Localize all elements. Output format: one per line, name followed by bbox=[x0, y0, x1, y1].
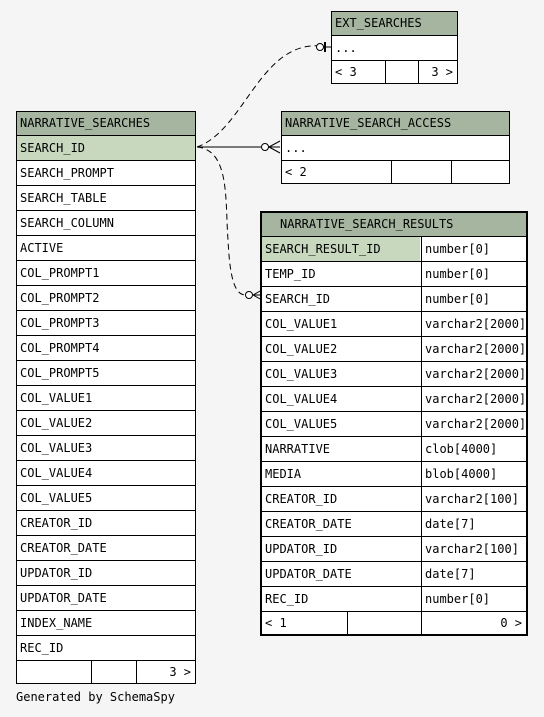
table-narrative-search-results[interactable] bbox=[260, 211, 528, 636]
table-footer bbox=[282, 161, 509, 183]
table-row bbox=[262, 487, 526, 512]
column-name: SEARCH_COLUMN bbox=[20, 216, 114, 230]
column-name: COL_VALUE3 bbox=[265, 367, 338, 381]
table-row bbox=[262, 587, 526, 612]
column-name: COL_VALUE3 bbox=[20, 441, 93, 455]
column-type: number[0] bbox=[425, 592, 491, 606]
table-row bbox=[17, 511, 195, 536]
column-name: CREATOR_DATE bbox=[265, 517, 352, 531]
table-row bbox=[17, 161, 195, 186]
table-row bbox=[17, 261, 195, 286]
column-name: REC_ID bbox=[20, 641, 64, 655]
table-footer bbox=[17, 661, 195, 683]
column-type: clob[4000] bbox=[425, 442, 498, 456]
column-name: COL_PROMPT1 bbox=[20, 266, 100, 280]
column-name: SEARCH_PROMPT bbox=[20, 166, 114, 180]
column-type: varchar2[2000] bbox=[425, 317, 526, 331]
table-narrative-search-results-title: NARRATIVE_SEARCH_RESULTS bbox=[262, 213, 526, 237]
table-row bbox=[262, 562, 526, 587]
column-name: NARRATIVE bbox=[265, 442, 331, 456]
link-ext-searches-end-icon bbox=[317, 44, 324, 51]
table-narrative-search-access[interactable] bbox=[281, 111, 510, 184]
footer-left-count: < 2 bbox=[285, 165, 307, 179]
table-footer bbox=[262, 612, 526, 634]
column-name: COL_PROMPT4 bbox=[20, 341, 100, 355]
column-name: CREATOR_ID bbox=[265, 492, 338, 506]
footer-right-count: 3 > bbox=[169, 665, 191, 679]
table-row bbox=[262, 287, 526, 312]
link-search-access-end-icon bbox=[262, 144, 269, 151]
column-name: COL_PROMPT5 bbox=[20, 366, 100, 380]
table-row bbox=[17, 486, 195, 511]
table-row bbox=[17, 586, 195, 611]
table-row bbox=[262, 537, 526, 562]
table-row bbox=[17, 211, 195, 236]
column-type: varchar2[2000] bbox=[425, 417, 526, 431]
table-row bbox=[17, 186, 195, 211]
column-name: UPDATOR_DATE bbox=[20, 591, 107, 605]
column-name: ACTIVE bbox=[20, 241, 64, 255]
table-row bbox=[262, 437, 526, 462]
column-name: UPDATOR_ID bbox=[20, 566, 93, 580]
column-name: CREATOR_ID bbox=[20, 516, 93, 530]
table-row bbox=[17, 636, 195, 661]
table-row bbox=[17, 286, 195, 311]
column-type: date[7] bbox=[425, 567, 476, 581]
column-name: COL_VALUE5 bbox=[20, 491, 93, 505]
column-name: COL_VALUE1 bbox=[20, 391, 93, 405]
column-name: SEARCH_RESULT_ID bbox=[262, 237, 420, 261]
column-name: SEARCH_ID bbox=[20, 141, 86, 155]
table-narrative-search-access-title: NARRATIVE_SEARCH_ACCESS bbox=[282, 112, 509, 136]
table-row bbox=[262, 237, 526, 262]
column-name: COL_VALUE2 bbox=[20, 416, 93, 430]
column-name: SEARCH_TABLE bbox=[20, 191, 107, 205]
table-narrative-searches-title: NARRATIVE_SEARCHES bbox=[17, 112, 195, 136]
column-type: number[0] bbox=[425, 242, 491, 256]
table-row bbox=[17, 536, 195, 561]
column-type: varchar2[100] bbox=[425, 492, 519, 506]
table-footer bbox=[332, 61, 457, 83]
link-search-results bbox=[197, 147, 246, 295]
column-name: CREATOR_DATE bbox=[20, 541, 107, 555]
column-name: INDEX_NAME bbox=[20, 616, 93, 630]
table-row bbox=[17, 336, 195, 361]
footer-left-count: < 1 bbox=[265, 616, 287, 630]
table-row bbox=[17, 236, 195, 261]
generated-by-text: Generated by SchemaSpy bbox=[16, 690, 175, 704]
table-row bbox=[17, 311, 195, 336]
column-type: number[0] bbox=[425, 267, 491, 281]
column-name: SEARCH_ID bbox=[265, 292, 331, 306]
column-name: REC_ID bbox=[265, 592, 309, 606]
column-name: COL_PROMPT2 bbox=[20, 291, 100, 305]
table-ext-searches[interactable] bbox=[331, 11, 458, 84]
table-row: ... bbox=[282, 136, 509, 161]
column-type: blob[4000] bbox=[425, 467, 498, 481]
table-row bbox=[17, 561, 195, 586]
table-row bbox=[17, 436, 195, 461]
table-row bbox=[17, 386, 195, 411]
column-type: varchar2[2000] bbox=[425, 367, 526, 381]
table-row bbox=[262, 262, 526, 287]
table-row bbox=[262, 387, 526, 412]
table-ext-searches-title: EXT_SEARCHES bbox=[332, 12, 457, 36]
table-narrative-searches[interactable] bbox=[16, 111, 196, 684]
link-search-results-end-icon bbox=[246, 292, 253, 299]
footer-right-count: 0 > bbox=[500, 616, 522, 630]
table-row bbox=[262, 462, 526, 487]
table-row bbox=[17, 411, 195, 436]
column-type: date[7] bbox=[425, 517, 476, 531]
column-name: UPDATOR_ID bbox=[265, 542, 338, 556]
column-name: COL_PROMPT3 bbox=[20, 316, 100, 330]
table-row bbox=[262, 412, 526, 437]
table-row bbox=[262, 512, 526, 537]
table-row bbox=[17, 361, 195, 386]
table-row: ... bbox=[332, 36, 457, 61]
table-row bbox=[262, 362, 526, 387]
column-name: COL_VALUE1 bbox=[265, 317, 338, 331]
column-type: varchar2[2000] bbox=[425, 342, 526, 356]
table-row bbox=[262, 337, 526, 362]
footer-right-count: 3 > bbox=[431, 65, 453, 79]
column-name: COL_VALUE2 bbox=[265, 342, 338, 356]
column-name: UPDATOR_DATE bbox=[265, 567, 352, 581]
column-type: number[0] bbox=[425, 292, 491, 306]
table-row bbox=[17, 136, 195, 161]
table-row bbox=[17, 611, 195, 636]
column-name: COL_VALUE5 bbox=[265, 417, 338, 431]
column-type: varchar2[100] bbox=[425, 542, 519, 556]
footer-left-count: < 3 bbox=[335, 65, 357, 79]
column-name: COL_VALUE4 bbox=[20, 466, 93, 480]
table-row bbox=[262, 312, 526, 337]
table-row bbox=[17, 461, 195, 486]
column-name: MEDIA bbox=[265, 467, 302, 481]
column-name: TEMP_ID bbox=[265, 267, 316, 281]
column-type: varchar2[2000] bbox=[425, 392, 526, 406]
column-name: COL_VALUE4 bbox=[265, 392, 338, 406]
